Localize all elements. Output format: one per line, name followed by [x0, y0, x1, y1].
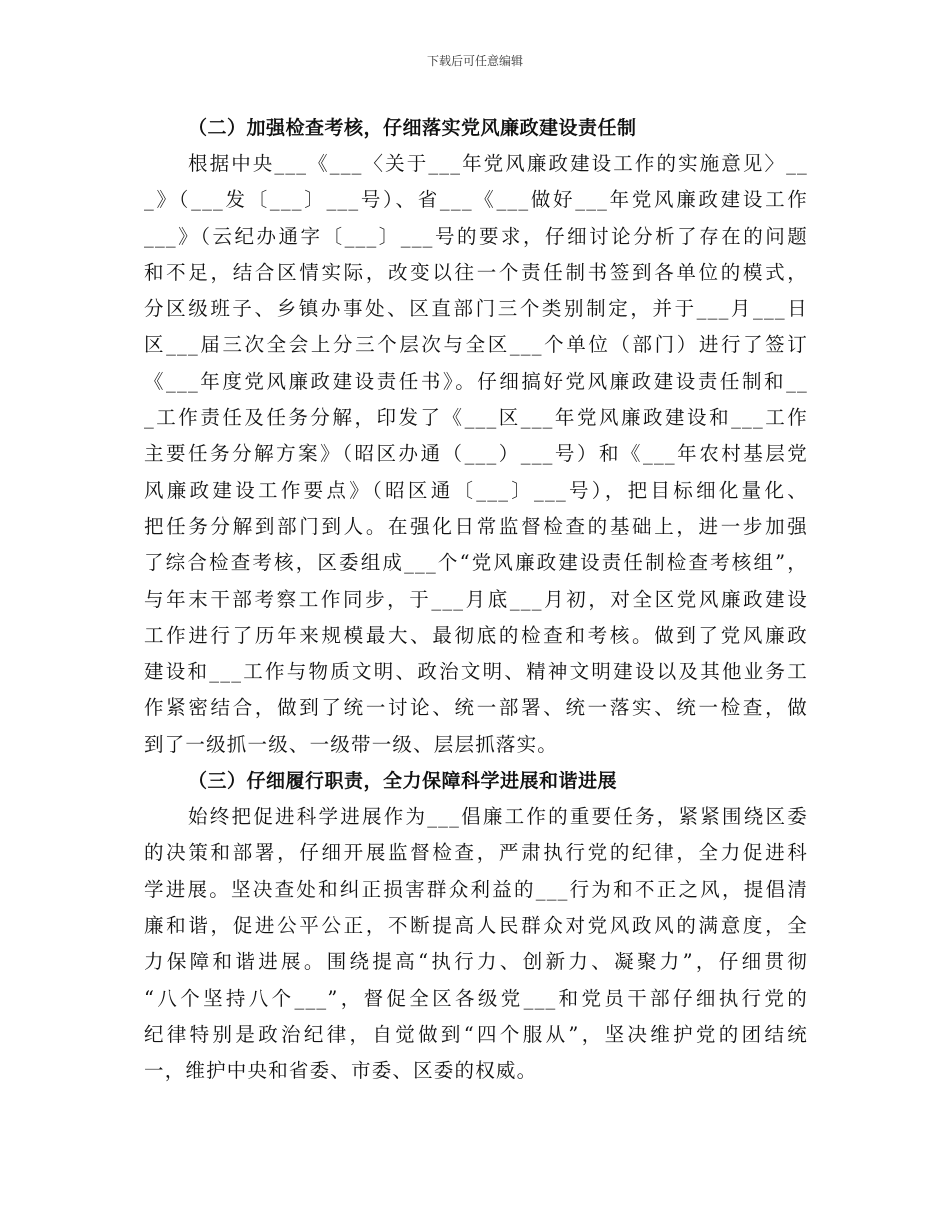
text-line: 《___年度党风廉政建设责任书》。仔细搞好党风廉政建设责任制和__ — [144, 369, 808, 393]
section-paragraph — [144, 799, 808, 1089]
text-line: 区___届三次全会上分三个层次与全区___个单位（部门）进行了签订 — [144, 333, 808, 357]
text-line: “八个坚持八个___”，督促全区各级党___和党员干部仔细执行党的 — [144, 986, 808, 1010]
text-line: 到了一级抓一级、一级带一级、层层抓落实。 — [144, 732, 559, 756]
text-line: 风廉政建设工作要点》（昭区通〔___〕___号），把目标细化量化、 — [144, 478, 808, 502]
text-line: 纪律特别是政治纪律，自觉做到“四个服从”，坚决维护党的团结统 — [144, 1022, 808, 1046]
text-line: 和不足，结合区情实际，改变以往一个责任制书签到各单位的模式， — [144, 260, 808, 284]
text-line: 了综合检查考核，区委组成___个“党风廉政建设责任制检查考核组”， — [144, 551, 808, 575]
text-line: 主要任务分解方案》（昭区办通（___）___号）和《___年农村基层党 — [144, 442, 808, 466]
text-line: 工作进行了历年来规模最大、最彻底的检查和考核。做到了党风廉政 — [144, 623, 808, 647]
section-heading: （二）加强检查考核，仔细落实党风廉政建设责任制 — [188, 117, 637, 139]
section-paragraph — [144, 146, 808, 763]
text-line: 廉和谐，促进公平公正，不断提高人民群众对党风政风的满意度，全 — [144, 913, 808, 937]
text-line: _》（___发〔___〕___号）、省___《___做好___年党风廉政建设工作 — [144, 188, 808, 212]
document-body — [144, 110, 808, 1089]
page-header-note: 下载后可任意编辑 — [426, 54, 523, 68]
text-line: 一，维护中央和省委、市委、区委的权威。 — [144, 1059, 538, 1083]
text-line: 始终把促进科学进展作为___倡廉工作的重要任务，紧紧围绕区委 — [188, 805, 808, 829]
text-line: 的决策和部署，仔细开展监督检查，严肃执行党的纪律，全力促进科 — [144, 841, 808, 865]
text-line: _工作责任及任务分解，印发了《___区___年党风廉政建设和___工作 — [144, 406, 808, 430]
text-line: ___》（云纪办通字〔___〕___号的要求，仔细讨论分析了存在的问题 — [144, 224, 808, 248]
section-heading: （三）仔细履行职责，全力保障科学进展和谐进展 — [188, 770, 618, 793]
text-line: 把任务分解到部门到人。在强化日常监督检查的基础上，进一步加强 — [144, 514, 808, 538]
text-line: 力保障和谐进展。围绕提高“执行力、创新力、凝聚力”，仔细贯彻 — [144, 950, 808, 974]
text-line: 根据中央___《___〈关于___年党风廉政建设工作的实施意见〉__ — [188, 152, 808, 175]
text-line: 建设和___工作与物质文明、政治文明、精神文明建设以及其他业务工 — [144, 660, 808, 684]
text-line: 学进展。坚决查处和纠正损害群众利益的___行为和不正之风，提倡清 — [144, 877, 808, 901]
text-line: 与年末干部考察工作同步，于___月底___月初，对全区党风廉政建设 — [144, 587, 808, 611]
text-line: 作紧密结合，做到了统一讨论、统一部署、统一落实、统一检查，做 — [144, 696, 808, 720]
text-line: 分区级班子、乡镇办事处、区直部门三个类别制定，并于___月___日 — [144, 297, 808, 321]
